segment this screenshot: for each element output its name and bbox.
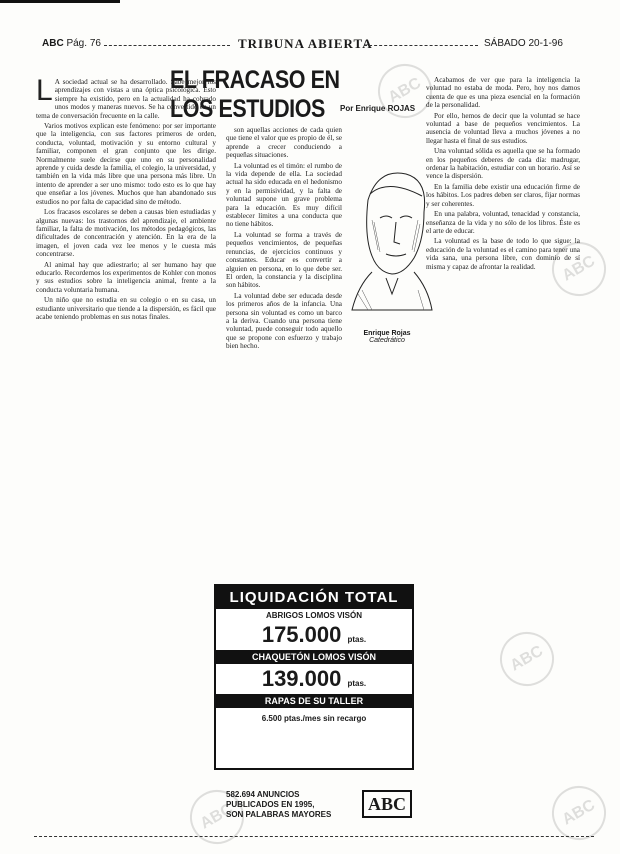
price1-currency: ptas.: [347, 635, 367, 644]
col2-paragraph: La voluntad es el timón: el rumbo de la vida depende de ella. La sociedad actual ha sido educada en el hedonismo y en la permisividad, y la falta de voluntad supone un grave problema para la educación. Es muy difícil establecer límites a una conducta que no tiene hábitos.: [226, 161, 342, 229]
header-paper-page: [42, 38, 101, 49]
col1-paragraph: Un niño que no estudia en su colegio o en su casa, un estudiante universitario que tiende a la dispersión, es fácil que acabe teniendo problemas en sus notas finales.: [36, 296, 216, 321]
article-column-3: [426, 76, 580, 828]
abc-logo: ABC: [362, 790, 412, 818]
col3-paragraph: Por ello, hemos de decir que la voluntad se hace voluntad a base de pequeños vencimientos. La ausencia de voluntad lleva a muchos jóvenes a no llegar hasta el final de sus estudios.: [426, 111, 580, 145]
classifieds-line2: PUBLICADOS EN 1995,: [226, 800, 315, 809]
watermark-stamp: ABC: [542, 232, 616, 306]
col3-paragraph: Acabamos de ver que para la inteligencia la voluntad no estaba de moda. Pero, hoy nos damos cuenta de que es una pieza esencial en la formación de la personalidad.: [426, 76, 580, 110]
caption-name: Enrique Rojas: [363, 330, 411, 337]
ad-title: LIQUIDACIÓN TOTAL: [216, 586, 412, 609]
col3-paragraph: En una palabra, voluntad, tenacidad y constancia, enseñanza de la vida y no sólo de los libros. Éste es el arte de educar.: [426, 210, 580, 235]
col3-paragraph: La voluntad es la base de todo lo que sigue: la educación de la voluntad es el camino para tener una vida sana, una persona libre, con dominio de sí misma y capaz de afrontar la realidad.: [426, 237, 580, 271]
page-number: 76: [89, 38, 101, 49]
watermark-stamp: ABC: [490, 622, 564, 696]
watermark-stamp: ABC: [368, 54, 442, 128]
portrait-drawing: [348, 160, 436, 320]
header-date: SÁBADO 20-1-96: [484, 38, 563, 49]
price1-value: 175.000: [261, 622, 342, 647]
price2-currency: ptas.: [347, 679, 367, 688]
page-label: Pág.: [66, 38, 88, 49]
col1-paragraph: Al animal hay que adiestrarlo; al ser humano hay que educarlo. Recordemos los experimentos de Kohler con monos y sus estudios sobre la inteligencia animal, frente a la conducta voluntaria humana.: [36, 260, 216, 294]
paper-name: ABC: [42, 38, 64, 49]
header-rule-right: [364, 45, 478, 46]
section-title: TRIBUNA ABIERTA: [238, 36, 373, 51]
col2-paragraph: La voluntad se forma a través de pequeños vencimientos, de pequeñas renuncias, de ejercicios continuos y constantes. Educar es convertir a alguien en persona, en lo que debe ser. El orden, la constancia y la disciplina son hábitos.: [226, 230, 342, 290]
classifieds-line3: SON PALABRAS MAYORES: [226, 810, 332, 819]
col1-paragraph: Los fracasos escolares se deben a causas bien estudiadas y algunas nuevas: los trastornos del aprendizaje, el ambiente familiar, la falta de motivación, los métodos pedagógicos, las dificultades de concentración y atención. En la era de la imagen, el joven cada vez lee menos y le cuesta más concentrarse.: [36, 208, 216, 259]
dropcap: L: [36, 78, 53, 107]
col2-paragraph: La voluntad debe ser educada desde los primeros años de la infancia. Una persona sin voluntad es como un barco a la deriva. Cuando una persona tiene voluntad, puede conseguir todo aquello que se propone con esfuerzo y trabajo bien hecho.: [226, 291, 342, 351]
col1-paragraph: A sociedad actual se ha desarrollado. Sabe mejor los aprendizajes con vistas a una óptica psicológica. Esto siempre ha existido, pero en la actualidad ha cobrado unos modos y maneras nuevos. Se ha convertido en un tema de conversación frecuente en la calle.: [36, 78, 216, 120]
article-column-2b: [226, 346, 434, 564]
author-portrait: [348, 160, 436, 320]
ad-item3-label: RAPAS DE SU TALLER: [216, 694, 412, 708]
headline: EL FRACASO EN LOS ESTUDIOS: [170, 66, 340, 123]
footer-rule: [34, 836, 594, 837]
col3-paragraph: En la familia debe existir una educación firme de los hábitos. Los padres deben ser claros, fijar normas y ser coherentes.: [426, 182, 580, 208]
watermark-stamp: ABC: [542, 776, 616, 850]
ad-item2-label: CHAQUETÓN LOMOS VISÓN: [216, 650, 412, 664]
article-column-1: [36, 78, 216, 830]
portrait-caption: [352, 330, 422, 344]
ad-price1: [216, 622, 412, 648]
byline: Por Enrique ROJAS: [340, 104, 416, 113]
ad-footer: 6.500 ptas./mes sin recargo: [261, 714, 367, 723]
scan-edge-mark: [0, 0, 120, 3]
col1-paragraph: Varios motivos explican este fenómeno: por ser importante que la inteligencia, con sus factores primeros de orden, conducta, voluntad, motivación y su entorno cultural y familiar, componen el gran conjunto que les dirige. Normalmente suele decirse que uno en su personalidad aprende y cuida desde la familia, el colegio, la universidad, y también en la vida más libre que una persona más libre. Un intento de aprender a ser uno mismo: todo esto es lo que hay que enseñar a los jóvenes. Muchos que han abandonado sus estudios no por falta de capacidad sino de método.: [36, 122, 216, 206]
ad-item1-label: ABRIGOS LOMOS VISÓN: [265, 611, 362, 620]
watermark-stamp: ABC: [180, 780, 254, 854]
col3-paragraph: Una voluntad sólida es aquella que se ha formado en los pequeños deberes de cada día: madrugar, ordenar la habitación, estudiar con un horario. Así se vence la dispersión.: [426, 147, 580, 181]
col2-paragraph: son aquellas acciones de cada quien que tiene el valor que es propio de él, se aprende a crecer conduciendo a pequeñas situaciones.: [226, 126, 342, 160]
header-rule-left: [104, 45, 230, 46]
liquidation-ad: [214, 584, 414, 770]
classifieds-line1: 582.694 ANUNCIOS: [226, 790, 300, 799]
ad-price2: [216, 666, 412, 692]
classifieds-ad: [226, 790, 354, 820]
price2-value: 139.000: [261, 666, 342, 691]
caption-role: Catedrático: [369, 337, 405, 344]
